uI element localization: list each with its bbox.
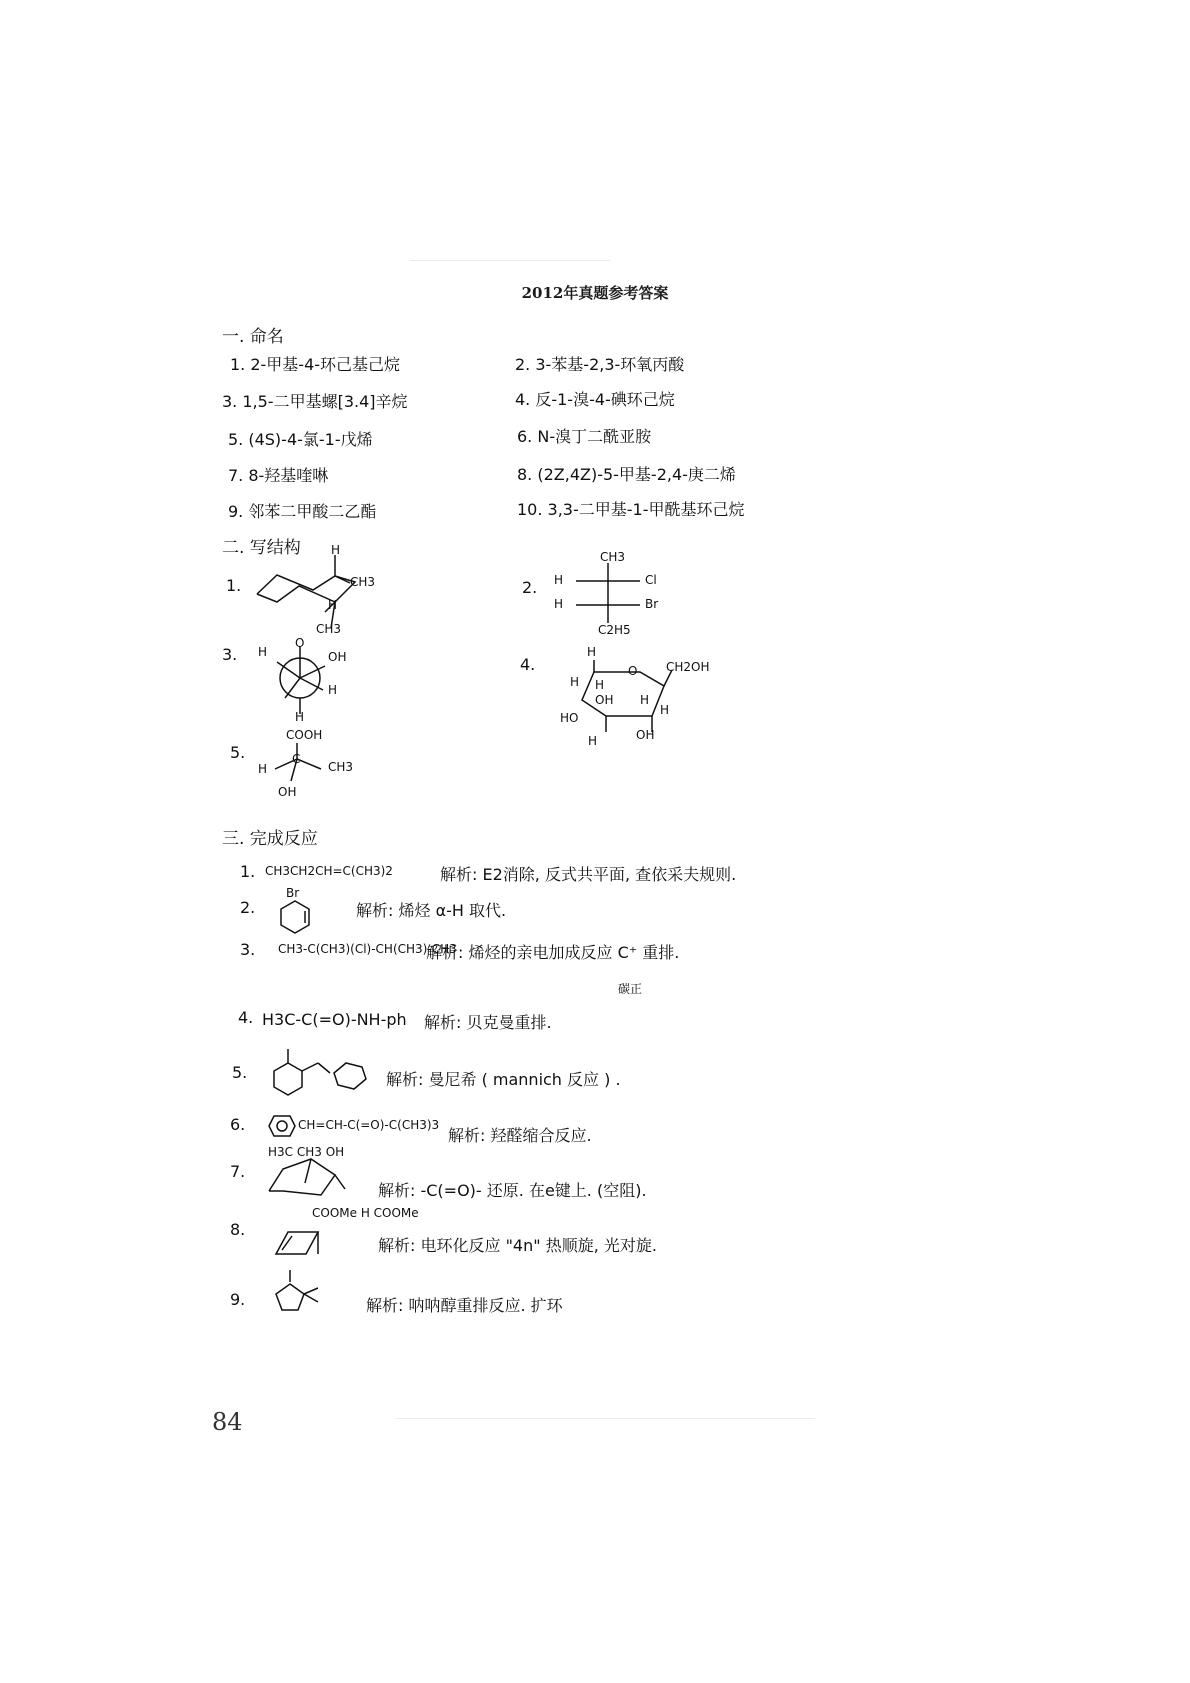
reaction-analysis: 解析: -C(=O)- 还原. 在e键上. (空阻). bbox=[378, 1181, 647, 1200]
reaction-annotation: 碳正 bbox=[618, 982, 643, 996]
reaction-analysis: 解析: 曼尼希 ( mannich 反应 ) . bbox=[386, 1070, 621, 1089]
mannich-product-drawing bbox=[272, 1045, 372, 1095]
s4-label: OH bbox=[595, 693, 614, 707]
s3-label: H bbox=[328, 683, 338, 697]
cyclohexene-drawing bbox=[278, 900, 312, 934]
fischer-projection-drawing bbox=[570, 563, 640, 623]
scan-artifact-line bbox=[410, 260, 610, 261]
structure-3-number: 3. bbox=[222, 645, 238, 664]
reaction-analysis: 解析: 贝克曼重排. bbox=[424, 1013, 552, 1032]
s2-label: H bbox=[554, 597, 564, 611]
reaction-product-formula: COOMe H COOMe bbox=[312, 1206, 419, 1220]
bicyclic-alcohol-drawing bbox=[265, 1155, 345, 1200]
s2-label: C2H5 bbox=[598, 623, 631, 637]
reaction-number: 3. bbox=[240, 940, 256, 959]
page-title: 2012年真题参考答案 bbox=[521, 284, 669, 302]
structure-4-number: 4. bbox=[520, 655, 536, 674]
s2-label: Br bbox=[645, 597, 659, 611]
reaction-number: 8. bbox=[230, 1220, 246, 1239]
benzene-ring-drawing bbox=[268, 1114, 296, 1138]
s4-label: HO bbox=[560, 711, 579, 725]
s1-label: CH3 bbox=[350, 575, 376, 589]
reaction-product-formula: CH3CH2CH=C(CH3)2 bbox=[265, 864, 393, 878]
s4-label: H bbox=[570, 675, 580, 689]
chair-cyclohexane-drawing bbox=[255, 550, 375, 630]
reaction-analysis: 解析: 烯烃 α-H 取代. bbox=[356, 901, 507, 920]
s4-label: H bbox=[640, 693, 650, 707]
s4-label: H bbox=[595, 678, 605, 692]
naming-item: 4. 反-1-溴-4-碘环己烷 bbox=[515, 390, 675, 409]
page-number: 84 bbox=[212, 1408, 243, 1436]
structure-2-number: 2. bbox=[522, 578, 538, 597]
s2-label: H bbox=[554, 573, 564, 587]
naming-item: 10. 3,3-二甲基-1-甲酰基环己烷 bbox=[517, 500, 745, 519]
scan-artifact-line bbox=[395, 1418, 815, 1419]
section-heading-structures: 二. 写结构 bbox=[222, 538, 301, 558]
reaction-number: 7. bbox=[230, 1162, 246, 1181]
s4-label: OH bbox=[636, 728, 655, 742]
reaction-analysis: 解析: 羟醛缩合反应. bbox=[448, 1126, 592, 1145]
reaction-analysis: 解析: E2消除, 反式共平面, 查依采夫规则. bbox=[440, 865, 737, 884]
reaction-number: 9. bbox=[230, 1290, 246, 1309]
naming-item: 8. (2Z,4Z)-5-甲基-2,4-庚二烯 bbox=[517, 465, 736, 484]
structure-5-number: 5. bbox=[230, 743, 246, 762]
reaction-product-formula: CH=CH-C(=O)-C(CH3)3 bbox=[298, 1118, 440, 1132]
s3-label: H bbox=[295, 710, 305, 724]
s5-label: CH3 bbox=[328, 760, 354, 774]
s5-label: H bbox=[258, 762, 268, 776]
naming-item: 3. 1,5-二甲基螺[3.4]辛烷 bbox=[222, 392, 408, 411]
reaction-number: 2. bbox=[240, 898, 256, 917]
s1-label: H bbox=[328, 598, 338, 612]
s4-label: CH2OH bbox=[666, 660, 710, 674]
reaction-number: 6. bbox=[230, 1115, 246, 1134]
s2-label: CH3 bbox=[600, 550, 626, 564]
section-heading-reactions: 三. 完成反应 bbox=[222, 829, 318, 849]
cyclopentanone-product-drawing bbox=[270, 1268, 325, 1313]
reaction-product-formula: Br bbox=[286, 886, 300, 900]
s5-label: C bbox=[292, 752, 301, 766]
reaction-product-formula: CH3-C(CH3)(Cl)-CH(CH3)-CH3 bbox=[278, 942, 457, 956]
cyclobutene-product-drawing bbox=[272, 1220, 342, 1260]
reaction-analysis: 解析: 电环化反应 "4n" 热顺旋, 光对旋. bbox=[378, 1236, 657, 1255]
structure-1-number: 1. bbox=[226, 576, 242, 595]
reaction-product-formula: H3C-C(=O)-NH-ph bbox=[262, 1010, 407, 1029]
naming-item: 7. 8-羟基喹啉 bbox=[228, 466, 329, 485]
s3-label: OH bbox=[328, 650, 347, 664]
naming-item: 2. 3-苯基-2,3-环氧丙酸 bbox=[515, 355, 685, 374]
reaction-number: 5. bbox=[232, 1063, 248, 1082]
naming-item: 5. (4S)-4-氯-1-戊烯 bbox=[228, 430, 373, 449]
reaction-number: 4. bbox=[238, 1008, 254, 1027]
s3-label: H bbox=[258, 645, 268, 659]
reaction-analysis: 解析: 烯烃的亲电加成反应 C⁺ 重排. bbox=[426, 943, 680, 962]
s3-label: O bbox=[295, 636, 305, 650]
reaction-number: 1. bbox=[240, 862, 256, 881]
reaction-product-formula: H3C CH3 OH bbox=[268, 1145, 345, 1159]
s5-label: COOH bbox=[286, 728, 323, 742]
naming-item: 6. N-溴丁二酰亚胺 bbox=[517, 427, 652, 446]
reaction-analysis: 解析: 呐呐醇重排反应. 扩环 bbox=[366, 1296, 563, 1315]
s1-label: CH3 bbox=[316, 622, 342, 636]
naming-item: 1. 2-甲基-4-环己基己烷 bbox=[230, 355, 401, 374]
s4-label: H bbox=[588, 734, 598, 748]
section-heading-naming: 一. 命名 bbox=[222, 327, 284, 347]
s2-label: Cl bbox=[645, 573, 657, 587]
s1-label: H bbox=[331, 543, 341, 557]
s4-label: O bbox=[628, 664, 638, 678]
s5-label: OH bbox=[278, 785, 297, 799]
s4-label: H bbox=[660, 703, 670, 717]
naming-item: 9. 邻苯二甲酸二乙酯 bbox=[228, 502, 377, 521]
s4-label: H bbox=[587, 645, 597, 659]
